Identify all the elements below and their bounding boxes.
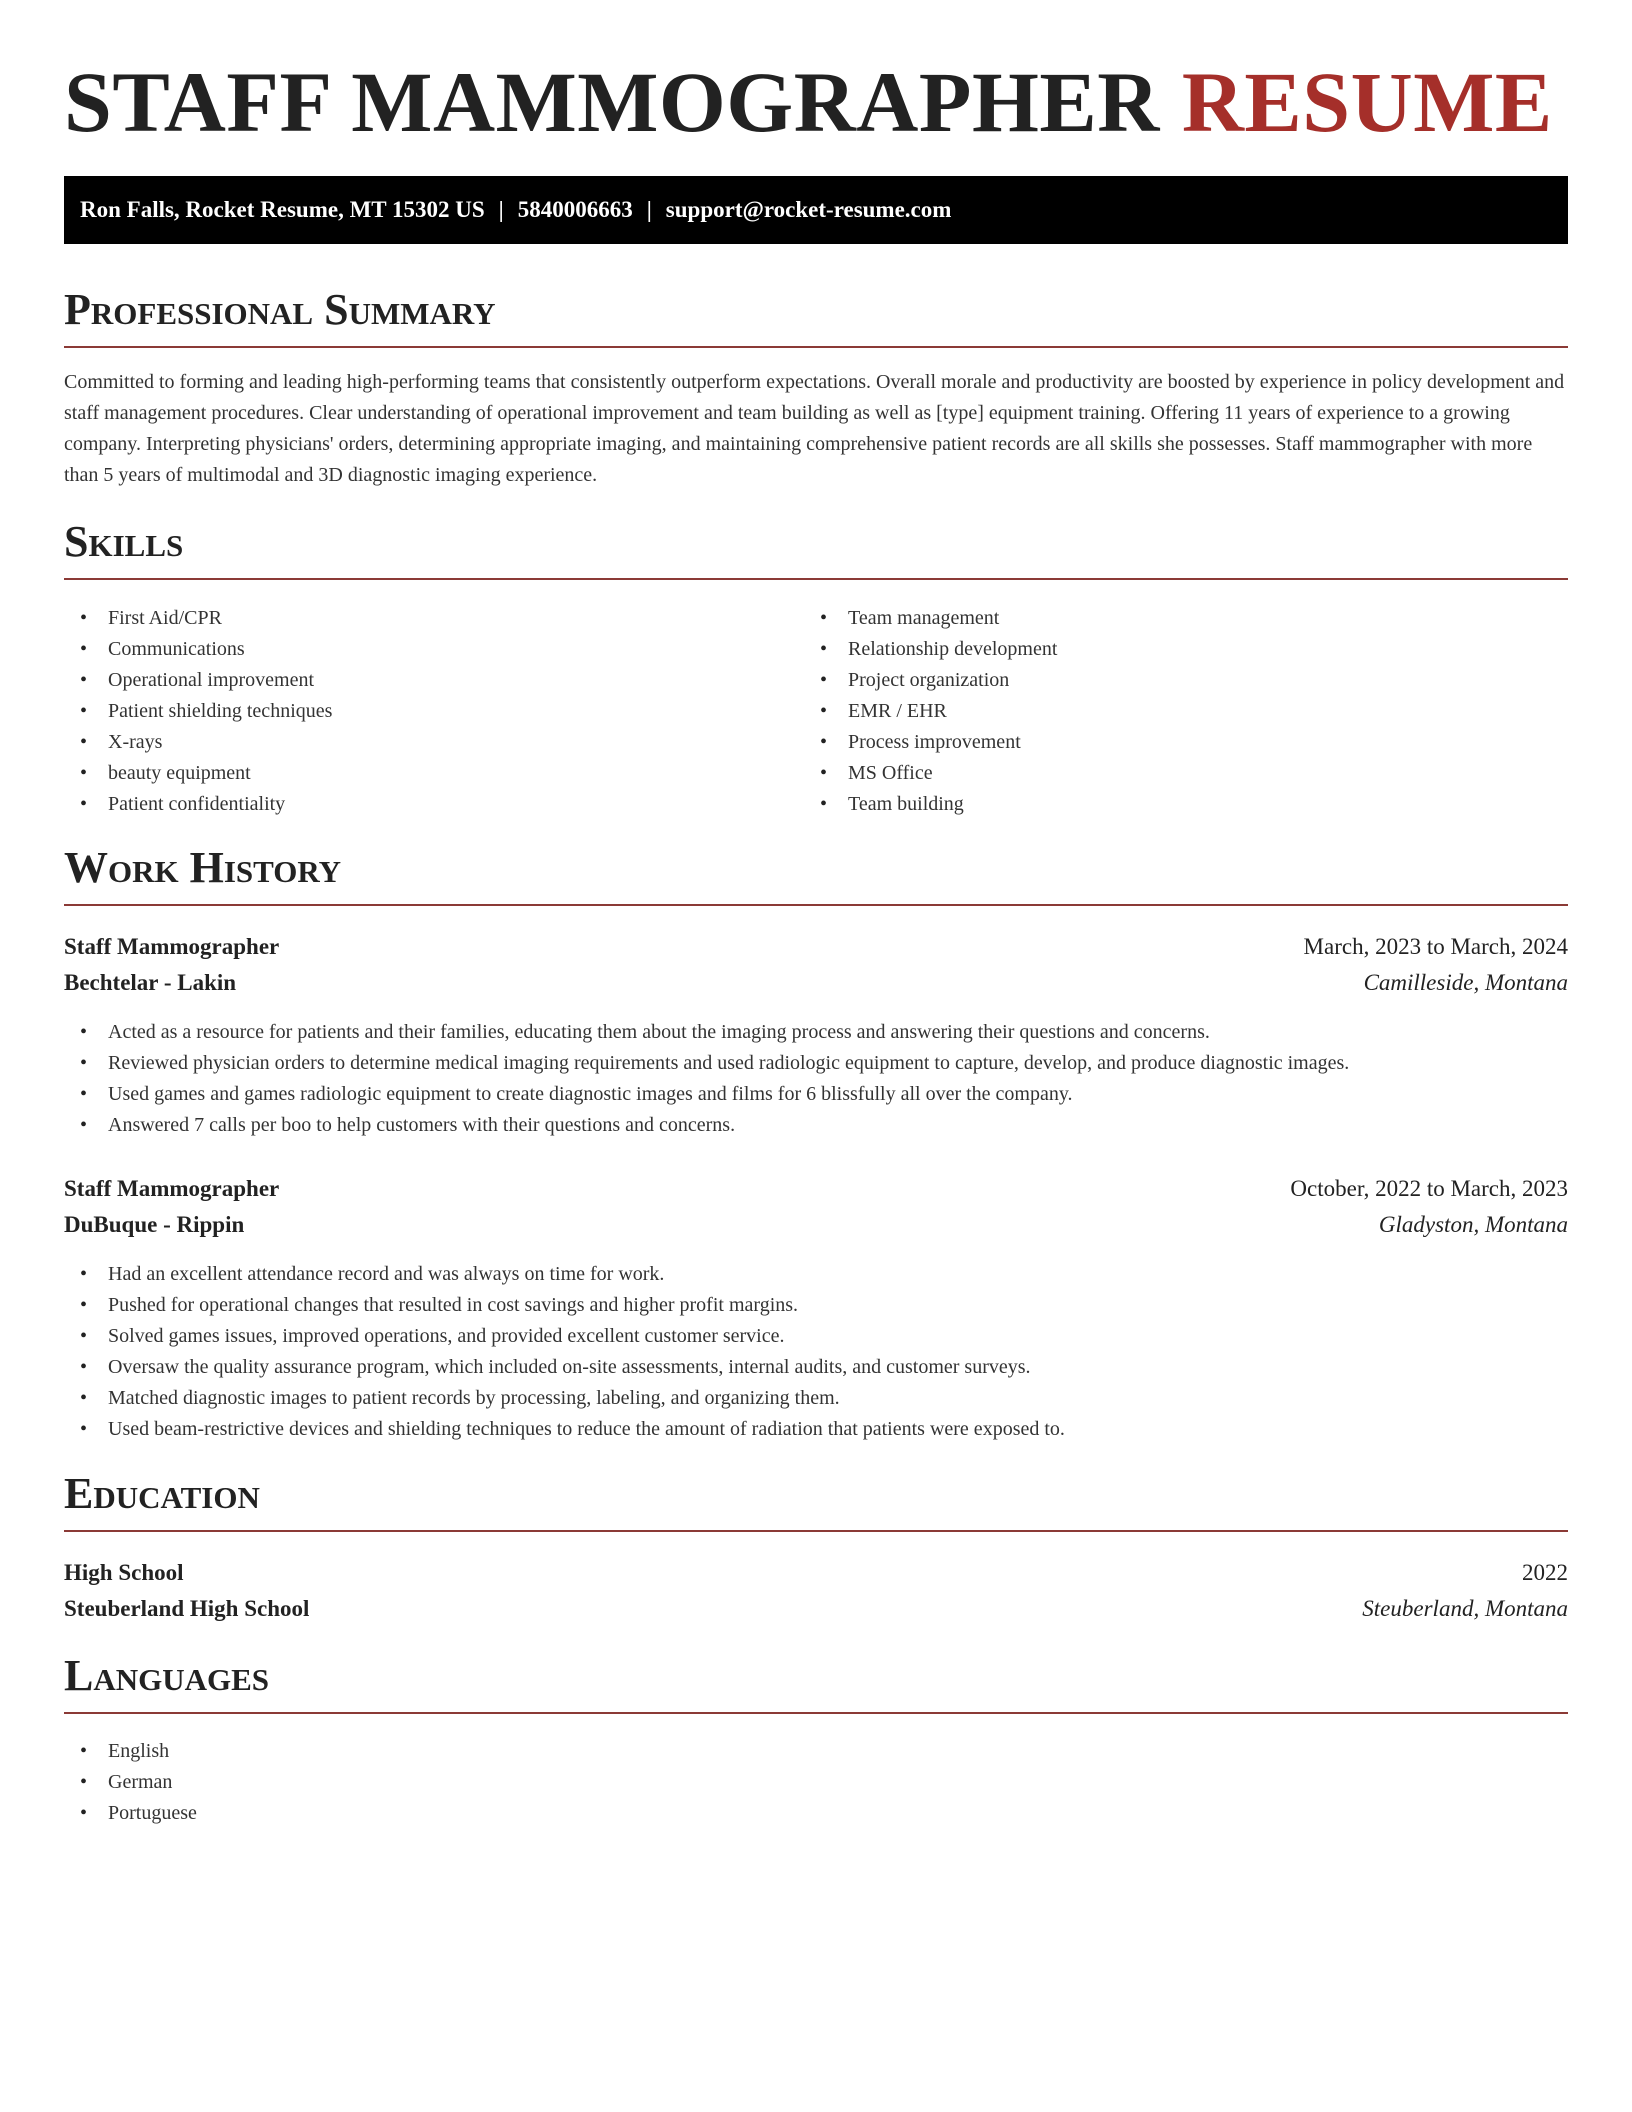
- list-item: • Used games and games radiologic equipment to create diagnostic images and films for 6 blissfully all over the company.: [64, 1079, 1568, 1110]
- contact-email: support@rocket-resume.com: [665, 197, 952, 222]
- section-heading-languages: Languages: [64, 1650, 1568, 1714]
- list-item: • X-rays: [64, 727, 804, 758]
- list-item: • Reviewed physician orders to determine medical imaging requirements and used radiologic equipment to capture, develop, and produce diagnostic images.: [64, 1048, 1568, 1079]
- job-dates: October, 2022 to March, 2023: [1290, 1176, 1568, 1201]
- contact-separator: |: [646, 197, 652, 222]
- contact-address: Ron Falls, Rocket Resume, MT 15302 US: [80, 197, 485, 222]
- contact-bar: [64, 176, 1568, 244]
- job-1-company-row: [64, 965, 1568, 1001]
- list-item: • First Aid/CPR: [64, 603, 804, 634]
- list-item: • Pushed for operational changes that resulted in cost savings and higher profit margins.: [64, 1290, 1568, 1321]
- list-item: • Had an excellent attendance record and was always on time for work.: [64, 1259, 1568, 1290]
- section-heading-skills: Skills: [64, 516, 1568, 580]
- list-item: • English: [64, 1736, 1568, 1767]
- list-item: • Process improvement: [804, 727, 1564, 758]
- job-location: Camilleside, Montana: [1363, 970, 1568, 995]
- list-item: • German: [64, 1767, 1568, 1798]
- list-item: • Patient confidentiality: [64, 789, 804, 820]
- list-item: • Team management: [804, 603, 1564, 634]
- list-item: • Answered 7 calls per boo to help customers with their questions and concerns.: [64, 1110, 1568, 1141]
- section-heading-education: Education: [64, 1468, 1568, 1532]
- job-2-company-row: [64, 1207, 1568, 1243]
- list-item: • Portuguese: [64, 1798, 1568, 1829]
- skills-list-left: [64, 603, 804, 820]
- job-title: Staff Mammographer: [64, 934, 280, 959]
- job-1-bullets: [64, 1017, 1568, 1141]
- education-degree: High School: [64, 1560, 184, 1585]
- section-heading-work-history: Work History: [64, 842, 1568, 906]
- job-dates: March, 2023 to March, 2024: [1303, 934, 1568, 959]
- section-heading-summary: Professional Summary: [64, 284, 1568, 348]
- education-school-row: [64, 1591, 1568, 1627]
- title-accent: RESUME: [1181, 54, 1553, 150]
- list-item: • Matched diagnostic images to patient records by processing, labeling, and organizing them.: [64, 1383, 1568, 1414]
- languages-list: [64, 1736, 1568, 1829]
- list-item: • Project organization: [804, 665, 1564, 696]
- title-main: STAFF MAMMOGRAPHER: [64, 54, 1160, 150]
- contact-separator: |: [498, 197, 504, 222]
- list-item: • Communications: [64, 634, 804, 665]
- job-company: Bechtelar - Lakin: [64, 970, 237, 995]
- list-item: • EMR / EHR: [804, 696, 1564, 727]
- list-item: • MS Office: [804, 758, 1564, 789]
- list-item: • Solved games issues, improved operations, and provided excellent customer service.: [64, 1321, 1568, 1352]
- contact-phone: 5840006663: [517, 197, 633, 222]
- list-item: • Operational improvement: [64, 665, 804, 696]
- list-item: • Relationship development: [804, 634, 1564, 665]
- skills-list-right: [804, 603, 1564, 820]
- list-item: • Team building: [804, 789, 1564, 820]
- job-1-title-row: [64, 929, 1568, 965]
- summary-text: Committed to forming and leading high-performing teams that consistently outperform expectations. Overall morale and productivity are boosted by experience in policy development and staff management procedures. Clear understanding of operational improvement and team building as well as [type] equipment training. Offering 11 years of experience to a growing company. Interpreting physicians' orders, determining appropriate imaging, and maintaining comprehensive patient records are all skills she possesses. Staff mammographer with more than 5 years of multimodal and 3D diagnostic imaging experience.: [64, 371, 1565, 486]
- job-location: Gladyston, Montana: [1378, 1212, 1568, 1237]
- job-company: DuBuque - Rippin: [64, 1212, 245, 1237]
- list-item: • Oversaw the quality assurance program, which included on-site assessments, internal audits, and customer surveys.: [64, 1352, 1568, 1383]
- job-title: Staff Mammographer: [64, 1176, 280, 1201]
- list-item: • beauty equipment: [64, 758, 804, 789]
- list-item: • Patient shielding techniques: [64, 696, 804, 727]
- education-location: Steuberland, Montana: [1362, 1596, 1568, 1621]
- job-2-bullets: [64, 1259, 1568, 1445]
- education-degree-row: [64, 1555, 1568, 1591]
- education-year: 2022: [1522, 1560, 1568, 1585]
- job-2-title-row: [64, 1171, 1568, 1207]
- resume-title: [64, 52, 1553, 152]
- list-item: • Acted as a resource for patients and their families, educating them about the imaging process and answering their questions and concerns.: [64, 1017, 1568, 1048]
- list-item: • Used beam-restrictive devices and shielding techniques to reduce the amount of radiation that patients were exposed to.: [64, 1414, 1568, 1445]
- education-school: Steuberland High School: [64, 1596, 310, 1621]
